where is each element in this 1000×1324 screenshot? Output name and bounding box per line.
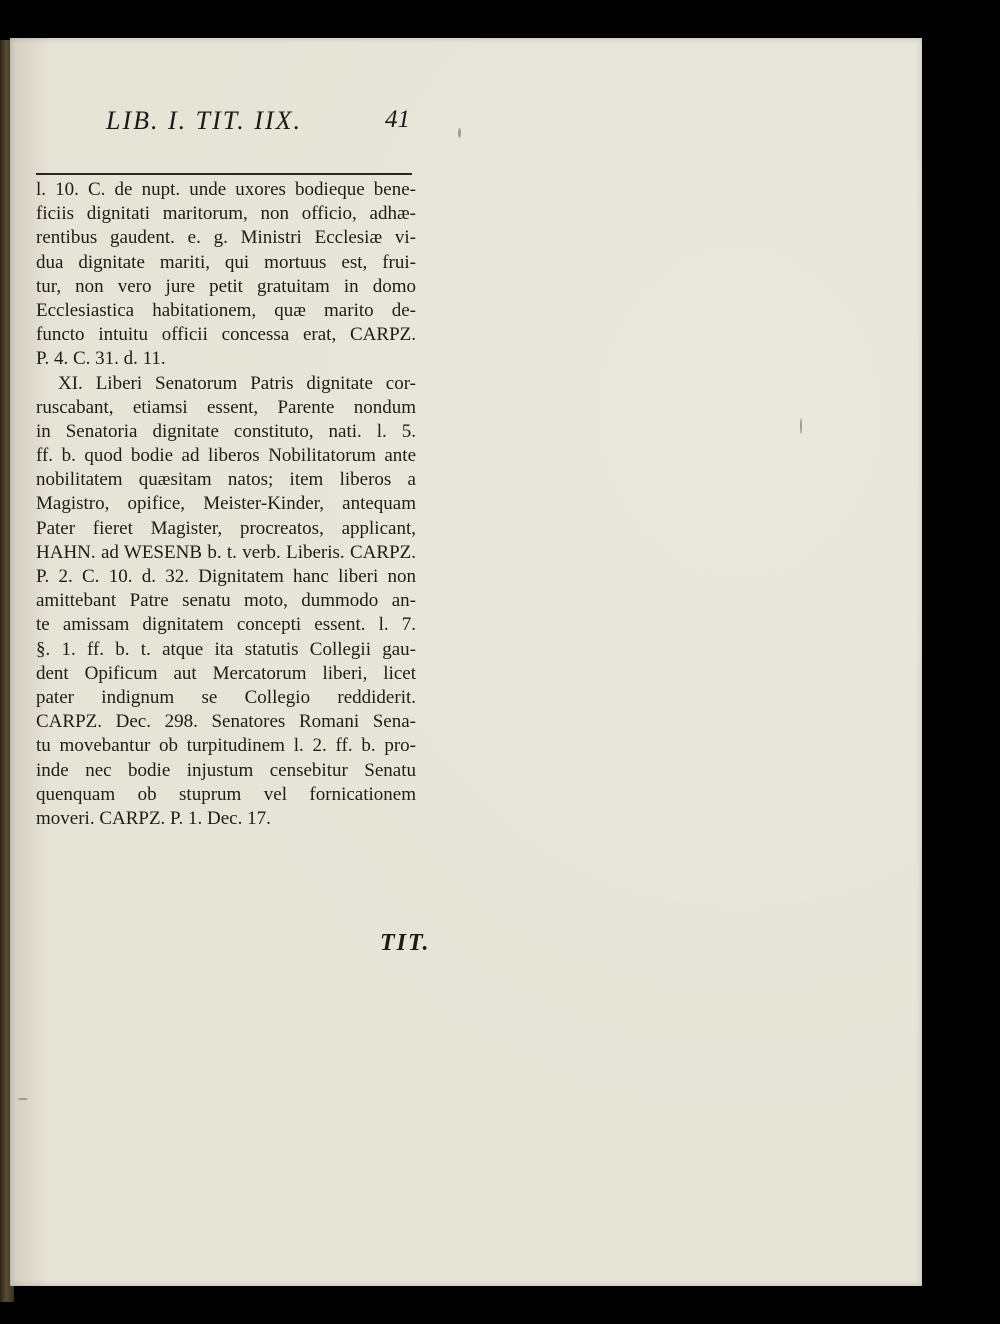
text-line: l. 10. C. de nupt. unde uxores bodieque bene- bbox=[36, 179, 416, 200]
text-line: Ecclesiastica habitationem, quæ marito de- bbox=[36, 299, 416, 321]
text-line: te amissam dignitatem concepti essent. l. 7. bbox=[36, 614, 416, 636]
text-line: §. 1. ff. b. t. atque ita statutis Collegii gau- bbox=[36, 638, 416, 660]
paragraph-start-line: XI. Liberi Senatorum Patris dignitate cor- bbox=[58, 372, 416, 394]
text-line: ficiis dignitati maritorum, non officio, adhæ- bbox=[36, 203, 416, 225]
paper-speck bbox=[800, 418, 802, 434]
paper-speck bbox=[458, 128, 461, 138]
page-number: 41 bbox=[385, 106, 410, 133]
text-line: ruscabant, etiamsi essent, Parente nondum bbox=[36, 396, 416, 418]
text-line: Magistro, opifice, Meister-Kinder, antequam bbox=[36, 493, 416, 515]
text-line: ff. b. quod bodie ad liberos Nobilitatorum ante bbox=[36, 445, 416, 467]
text-line: pater indignum se Collegio reddiderit. bbox=[36, 686, 416, 708]
text-line: in Senatoria dignitate constituto, nati. l. 5. bbox=[36, 420, 416, 442]
text-line: P. 4. C. 31. d. 11. bbox=[36, 348, 166, 370]
text-line: CARPZ. Dec. 298. Senatores Romani Sena- bbox=[36, 711, 416, 733]
text-line: moveri. CARPZ. P. 1. Dec. 17. bbox=[36, 807, 271, 829]
text-line: functo intuitu officii concessa erat, CARPZ. bbox=[36, 324, 416, 346]
text-line: tu movebantur ob turpitudinem l. 2. ff. b. pro- bbox=[36, 735, 416, 757]
text-line: nobilitatem quæsitam natos; item liberos a bbox=[36, 469, 416, 491]
text-line: rentibus gaudent. e. g. Ministri Ecclesiæ vi- bbox=[36, 227, 416, 249]
header-rule bbox=[36, 173, 412, 175]
text-line: dua dignitate mariti, qui mortuus est, frui- bbox=[36, 251, 416, 273]
text-line: quenquam ob stuprum vel fornicationem bbox=[36, 783, 416, 805]
body-text bbox=[36, 178, 416, 831]
text-line: P. 2. C. 10. d. 32. Dignitatem hanc liberi non bbox=[36, 566, 416, 587]
text-line: amittebant Patre senatu moto, dummodo an- bbox=[36, 590, 416, 612]
catchword: TIT. bbox=[380, 930, 431, 956]
page-header bbox=[90, 104, 410, 140]
text-line: inde nec bodie injustum censebitur Senatu bbox=[36, 759, 416, 781]
paper-speck bbox=[18, 1098, 28, 1100]
text-line: HAHN. ad WESENB b. t. verb. Liberis. CARPZ. bbox=[36, 541, 416, 563]
text-line: Pater fieret Magister, procreatos, applicant, bbox=[36, 517, 416, 539]
text-line: tur, non vero jure petit gratuitam in domo bbox=[36, 275, 416, 297]
running-head: LIB. I. TIT. IIX. bbox=[106, 106, 303, 135]
text-line: dent Opificum aut Mercatorum liberi, licet bbox=[36, 662, 416, 684]
